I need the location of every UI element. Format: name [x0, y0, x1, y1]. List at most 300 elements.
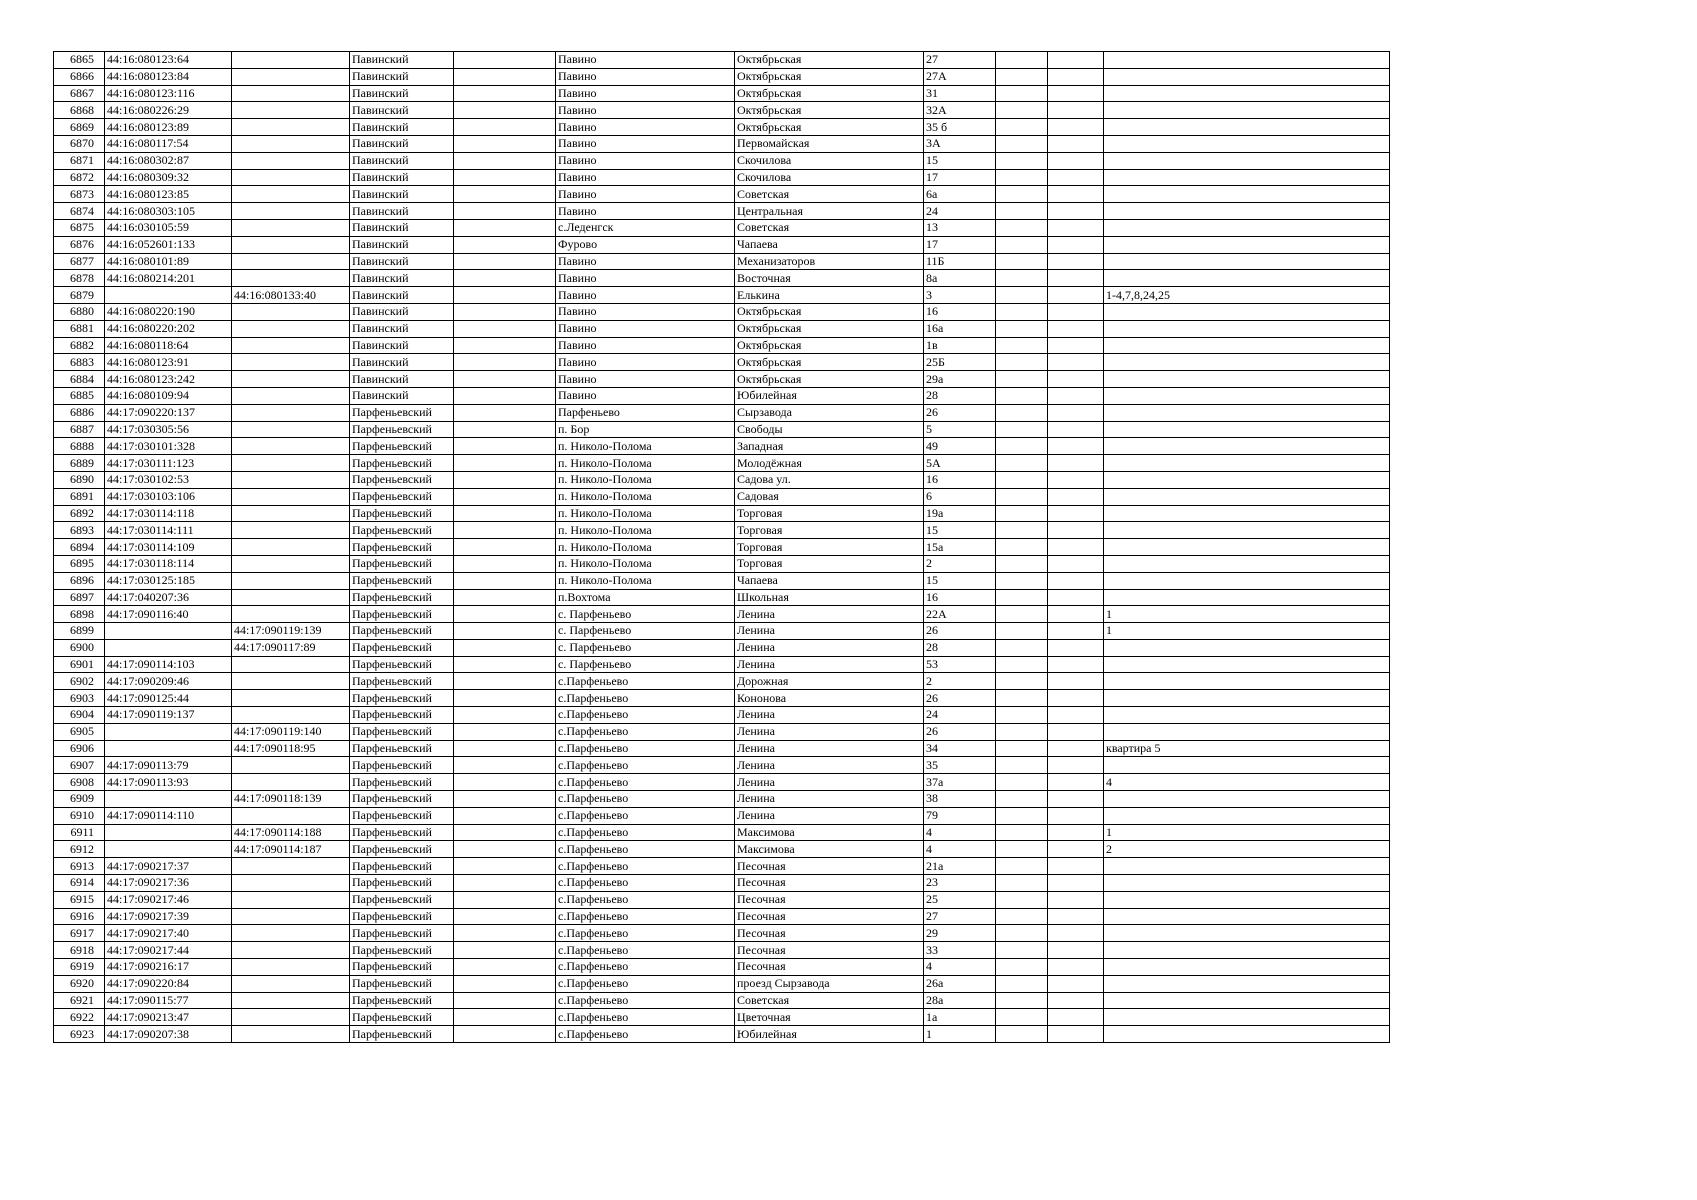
table-row — [54, 690, 1390, 707]
cell-note: 1 — [1104, 623, 1390, 640]
cell-num: 6905 — [54, 723, 105, 740]
cell-district: Парфеньевский — [350, 656, 454, 673]
cell-locality: Павино — [556, 52, 735, 69]
table-row — [54, 942, 1390, 959]
cell-locality: Павино — [556, 337, 735, 354]
cell-locality: п.Вохтома — [556, 589, 735, 606]
cell-district: Парфеньевский — [350, 858, 454, 875]
table-row — [54, 925, 1390, 942]
cell-blank1 — [454, 707, 556, 724]
table-row — [54, 1009, 1390, 1026]
cell-street: Торговая — [735, 522, 924, 539]
cell-street: Максимова — [735, 841, 924, 858]
cell-note — [1104, 572, 1390, 589]
cell-num: 6876 — [54, 236, 105, 253]
cell-note — [1104, 236, 1390, 253]
cell-blank2 — [996, 303, 1048, 320]
cell-note — [1104, 975, 1390, 992]
cell-cad1: 44:17:090116:40 — [105, 606, 232, 623]
cell-locality: п. Бор — [556, 421, 735, 438]
cell-blank2 — [996, 841, 1048, 858]
cell-cad1: 44:16:052601:133 — [105, 236, 232, 253]
cell-note — [1104, 555, 1390, 572]
cell-cad1: 44:16:080220:190 — [105, 303, 232, 320]
cell-blank1 — [454, 925, 556, 942]
cell-house: 31 — [924, 85, 996, 102]
cell-note — [1104, 455, 1390, 472]
cell-blank2 — [996, 404, 1048, 421]
cell-note — [1104, 875, 1390, 892]
cell-district: Парфеньевский — [350, 908, 454, 925]
cell-blank3 — [1048, 555, 1104, 572]
cell-house: 25Б — [924, 354, 996, 371]
cell-blank1 — [454, 606, 556, 623]
cell-blank3 — [1048, 1026, 1104, 1043]
cell-street: Песочная — [735, 858, 924, 875]
cell-note: 1 — [1104, 824, 1390, 841]
cell-blank1 — [454, 555, 556, 572]
cell-cad1: 44:16:080117:54 — [105, 135, 232, 152]
cell-street: Первомайская — [735, 135, 924, 152]
cell-district: Парфеньевский — [350, 841, 454, 858]
cell-blank2 — [996, 455, 1048, 472]
cell-house: 38 — [924, 791, 996, 808]
table-row — [54, 102, 1390, 119]
cell-blank2 — [996, 942, 1048, 959]
cell-blank2 — [996, 488, 1048, 505]
cell-cad1 — [105, 287, 232, 304]
cell-street: Чапаева — [735, 572, 924, 589]
cell-district: Павинский — [350, 387, 454, 404]
cell-cad2: 44:17:090119:139 — [232, 623, 350, 640]
cell-cad2: 44:17:090118:139 — [232, 791, 350, 808]
cell-house: 17 — [924, 169, 996, 186]
cell-blank3 — [1048, 85, 1104, 102]
cell-house: 33 — [924, 942, 996, 959]
cell-note — [1104, 320, 1390, 337]
cell-cad1: 44:17:030103:106 — [105, 488, 232, 505]
cell-district: Павинский — [350, 253, 454, 270]
cell-num: 6889 — [54, 455, 105, 472]
cell-blank1 — [454, 942, 556, 959]
cell-cad2 — [232, 169, 350, 186]
cell-house: 24 — [924, 203, 996, 220]
cell-cad2 — [232, 354, 350, 371]
cell-locality: с.Парфеньево — [556, 975, 735, 992]
cell-blank2 — [996, 68, 1048, 85]
cell-num: 6866 — [54, 68, 105, 85]
cell-house: 27 — [924, 52, 996, 69]
cell-street: Сырзавода — [735, 404, 924, 421]
cell-cad2 — [232, 707, 350, 724]
cell-blank1 — [454, 1009, 556, 1026]
cell-locality: Павино — [556, 253, 735, 270]
cell-street: Советская — [735, 186, 924, 203]
cell-blank2 — [996, 203, 1048, 220]
cell-blank1 — [454, 740, 556, 757]
cell-cad2 — [232, 539, 350, 556]
cell-blank2 — [996, 572, 1048, 589]
cell-cad1: 44:16:080123:116 — [105, 85, 232, 102]
cell-blank2 — [996, 337, 1048, 354]
cell-blank3 — [1048, 253, 1104, 270]
table-row — [54, 623, 1390, 640]
cell-blank1 — [454, 135, 556, 152]
cell-note — [1104, 270, 1390, 287]
table-row — [54, 303, 1390, 320]
cell-street: Ленина — [735, 723, 924, 740]
cell-note — [1104, 707, 1390, 724]
cell-district: Павинский — [350, 287, 454, 304]
cell-house: 4 — [924, 959, 996, 976]
table-row — [54, 270, 1390, 287]
cell-house: 26 — [924, 690, 996, 707]
cell-district: Парфеньевский — [350, 707, 454, 724]
cell-house: 17 — [924, 236, 996, 253]
table-row — [54, 589, 1390, 606]
cell-locality: Павино — [556, 85, 735, 102]
table-row — [54, 740, 1390, 757]
cell-cad2 — [232, 337, 350, 354]
cell-blank3 — [1048, 337, 1104, 354]
cell-blank1 — [454, 471, 556, 488]
cell-blank1 — [454, 203, 556, 220]
cell-num: 6894 — [54, 539, 105, 556]
cell-district: Парфеньевский — [350, 488, 454, 505]
cell-district: Парфеньевский — [350, 791, 454, 808]
table-row — [54, 891, 1390, 908]
cell-blank1 — [454, 975, 556, 992]
cell-blank3 — [1048, 387, 1104, 404]
table-row — [54, 387, 1390, 404]
cell-cad1: 44:16:080302:87 — [105, 152, 232, 169]
cell-cad1: 44:17:090207:38 — [105, 1026, 232, 1043]
cell-cad2 — [232, 320, 350, 337]
cell-cad2 — [232, 387, 350, 404]
cell-blank1 — [454, 992, 556, 1009]
cell-house: 26 — [924, 404, 996, 421]
cell-district: Парфеньевский — [350, 455, 454, 472]
cell-house: 15 — [924, 572, 996, 589]
cell-house: 8а — [924, 270, 996, 287]
cell-street: Садова ул. — [735, 471, 924, 488]
cell-cad2: 44:17:090118:95 — [232, 740, 350, 757]
cell-cad1 — [105, 623, 232, 640]
cell-blank1 — [454, 774, 556, 791]
cell-blank3 — [1048, 539, 1104, 556]
cell-blank2 — [996, 623, 1048, 640]
cell-note — [1104, 757, 1390, 774]
cell-street: Юбилейная — [735, 387, 924, 404]
cell-street: Торговая — [735, 505, 924, 522]
cell-cad2 — [232, 186, 350, 203]
cell-blank2 — [996, 287, 1048, 304]
cell-locality: с.Парфеньево — [556, 774, 735, 791]
cell-blank3 — [1048, 908, 1104, 925]
cell-cad2 — [232, 858, 350, 875]
cell-street: Западная — [735, 438, 924, 455]
cell-street: Торговая — [735, 555, 924, 572]
cell-num: 6897 — [54, 589, 105, 606]
cell-blank3 — [1048, 303, 1104, 320]
table-row — [54, 841, 1390, 858]
cell-house: 13 — [924, 219, 996, 236]
cell-blank3 — [1048, 757, 1104, 774]
cell-cad2 — [232, 572, 350, 589]
cell-cad2 — [232, 236, 350, 253]
cell-num: 6904 — [54, 707, 105, 724]
cell-district: Парфеньевский — [350, 572, 454, 589]
cell-note — [1104, 438, 1390, 455]
cell-cad1: 44:16:080309:32 — [105, 169, 232, 186]
cell-locality: Павино — [556, 102, 735, 119]
cell-blank3 — [1048, 119, 1104, 136]
cell-house: 2 — [924, 555, 996, 572]
cell-num: 6922 — [54, 1009, 105, 1026]
cell-blank1 — [454, 807, 556, 824]
cell-cad2 — [232, 656, 350, 673]
cell-blank3 — [1048, 236, 1104, 253]
cell-cad1: 44:16:080123:89 — [105, 119, 232, 136]
cell-street: Ленина — [735, 707, 924, 724]
cell-note — [1104, 942, 1390, 959]
cell-district: Парфеньевский — [350, 421, 454, 438]
cell-blank2 — [996, 471, 1048, 488]
table-row — [54, 438, 1390, 455]
cell-note — [1104, 186, 1390, 203]
cell-street: Октябрьская — [735, 303, 924, 320]
cell-district: Парфеньевский — [350, 942, 454, 959]
cell-blank3 — [1048, 505, 1104, 522]
cell-cad1: 44:17:030111:123 — [105, 455, 232, 472]
cell-house: 16 — [924, 303, 996, 320]
cell-locality: с.Парфеньево — [556, 757, 735, 774]
cell-locality: с.Парфеньево — [556, 908, 735, 925]
cell-district: Парфеньевский — [350, 589, 454, 606]
cell-blank3 — [1048, 841, 1104, 858]
cell-cad2 — [232, 925, 350, 942]
cell-street: Песочная — [735, 891, 924, 908]
cell-num: 6913 — [54, 858, 105, 875]
cell-locality: Павино — [556, 119, 735, 136]
cell-house: 23 — [924, 875, 996, 892]
cell-blank2 — [996, 152, 1048, 169]
cell-house: 26 — [924, 723, 996, 740]
table-row — [54, 656, 1390, 673]
cell-blank1 — [454, 169, 556, 186]
cell-blank2 — [996, 354, 1048, 371]
cell-num: 6899 — [54, 623, 105, 640]
cell-street: Молодёжная — [735, 455, 924, 472]
cell-house: 49 — [924, 438, 996, 455]
cell-blank2 — [996, 656, 1048, 673]
cell-house: 34 — [924, 740, 996, 757]
cell-street: Песочная — [735, 925, 924, 942]
cell-cad1: 44:16:080101:89 — [105, 253, 232, 270]
cell-blank2 — [996, 505, 1048, 522]
cell-house: 4 — [924, 841, 996, 858]
cell-district: Павинский — [350, 68, 454, 85]
cell-num: 6878 — [54, 270, 105, 287]
cell-cad2 — [232, 908, 350, 925]
cell-blank2 — [996, 253, 1048, 270]
cell-district: Павинский — [350, 303, 454, 320]
cell-district: Павинский — [350, 219, 454, 236]
cell-blank2 — [996, 438, 1048, 455]
cell-cad2 — [232, 404, 350, 421]
cell-cad2 — [232, 757, 350, 774]
cell-num: 6919 — [54, 959, 105, 976]
cell-house: 24 — [924, 707, 996, 724]
cell-blank1 — [454, 303, 556, 320]
cell-district: Парфеньевский — [350, 891, 454, 908]
cell-cad1: 44:17:030305:56 — [105, 421, 232, 438]
cell-note — [1104, 371, 1390, 388]
cell-num: 6921 — [54, 992, 105, 1009]
cell-district: Павинский — [350, 85, 454, 102]
cell-blank2 — [996, 589, 1048, 606]
cell-blank1 — [454, 421, 556, 438]
cell-street: Цветочная — [735, 1009, 924, 1026]
cell-blank2 — [996, 807, 1048, 824]
cell-district: Павинский — [350, 337, 454, 354]
cell-locality: с.Парфеньево — [556, 1009, 735, 1026]
cell-house: 6а — [924, 186, 996, 203]
cell-locality: с.Парфеньево — [556, 858, 735, 875]
cell-district: Парфеньевский — [350, 740, 454, 757]
cell-street: Песочная — [735, 959, 924, 976]
cell-cad1: 44:17:090114:110 — [105, 807, 232, 824]
cell-blank3 — [1048, 975, 1104, 992]
cell-cad1: 44:17:090220:137 — [105, 404, 232, 421]
cell-blank3 — [1048, 925, 1104, 942]
cell-blank3 — [1048, 404, 1104, 421]
cell-street: Ленина — [735, 740, 924, 757]
cell-cad2 — [232, 135, 350, 152]
cell-cad2 — [232, 975, 350, 992]
table-row — [54, 85, 1390, 102]
cell-num: 6907 — [54, 757, 105, 774]
cell-num: 6920 — [54, 975, 105, 992]
cell-note — [1104, 673, 1390, 690]
cell-blank3 — [1048, 875, 1104, 892]
cell-blank1 — [454, 387, 556, 404]
table-row — [54, 639, 1390, 656]
cell-district: Павинский — [350, 320, 454, 337]
cell-num: 6871 — [54, 152, 105, 169]
table-row — [54, 673, 1390, 690]
cell-cad1: 44:16:080220:202 — [105, 320, 232, 337]
cell-blank3 — [1048, 623, 1104, 640]
cell-cad1: 44:17:090209:46 — [105, 673, 232, 690]
cell-street: Советская — [735, 992, 924, 1009]
cell-street: Песочная — [735, 875, 924, 892]
cell-note — [1104, 354, 1390, 371]
cell-num: 6877 — [54, 253, 105, 270]
cell-num: 6918 — [54, 942, 105, 959]
cell-cad2 — [232, 85, 350, 102]
cell-blank2 — [996, 539, 1048, 556]
cell-blank3 — [1048, 152, 1104, 169]
cell-cad2 — [232, 942, 350, 959]
cell-num: 6888 — [54, 438, 105, 455]
cell-num: 6915 — [54, 891, 105, 908]
cell-num: 6887 — [54, 421, 105, 438]
cell-locality: с.Парфеньево — [556, 791, 735, 808]
cell-note — [1104, 656, 1390, 673]
cell-num: 6909 — [54, 791, 105, 808]
cell-note — [1104, 1026, 1390, 1043]
cell-district: Парфеньевский — [350, 1026, 454, 1043]
cell-street: Песочная — [735, 942, 924, 959]
cell-street: Юбилейная — [735, 1026, 924, 1043]
table-row — [54, 858, 1390, 875]
cell-locality: с. Парфеньево — [556, 623, 735, 640]
cell-house: 3 — [924, 287, 996, 304]
cell-house: 15 — [924, 152, 996, 169]
cell-blank3 — [1048, 371, 1104, 388]
table-row — [54, 68, 1390, 85]
cell-blank3 — [1048, 959, 1104, 976]
cell-cad1: 44:17:090220:84 — [105, 975, 232, 992]
cell-blank1 — [454, 841, 556, 858]
cell-cad1: 44:17:040207:36 — [105, 589, 232, 606]
cell-note — [1104, 421, 1390, 438]
cell-locality: с.Парфеньево — [556, 992, 735, 1009]
cell-cad2 — [232, 421, 350, 438]
table-row — [54, 135, 1390, 152]
cell-cad1: 44:17:090217:37 — [105, 858, 232, 875]
cell-blank2 — [996, 975, 1048, 992]
cell-blank3 — [1048, 572, 1104, 589]
cell-locality: Павино — [556, 371, 735, 388]
table-row — [54, 539, 1390, 556]
cell-district: Парфеньевский — [350, 522, 454, 539]
cell-blank3 — [1048, 723, 1104, 740]
cell-cad2 — [232, 152, 350, 169]
cell-house: 15а — [924, 539, 996, 556]
cell-num: 6900 — [54, 639, 105, 656]
cell-note — [1104, 1009, 1390, 1026]
cell-blank3 — [1048, 68, 1104, 85]
cell-num: 6892 — [54, 505, 105, 522]
cell-locality: с. Парфеньево — [556, 606, 735, 623]
cell-house: 22А — [924, 606, 996, 623]
cell-note — [1104, 119, 1390, 136]
cell-cad2: 44:17:090114:188 — [232, 824, 350, 841]
cell-blank1 — [454, 119, 556, 136]
cell-blank3 — [1048, 354, 1104, 371]
cell-house: 2 — [924, 673, 996, 690]
cell-note — [1104, 908, 1390, 925]
cell-locality: с.Парфеньево — [556, 891, 735, 908]
cell-blank1 — [454, 337, 556, 354]
cell-blank3 — [1048, 438, 1104, 455]
cell-cad2 — [232, 102, 350, 119]
cell-blank1 — [454, 371, 556, 388]
cell-cad1: 44:17:030118:114 — [105, 555, 232, 572]
cell-district: Павинский — [350, 135, 454, 152]
cell-blank2 — [996, 707, 1048, 724]
cell-house: 27А — [924, 68, 996, 85]
cell-blank2 — [996, 219, 1048, 236]
cell-num: 6891 — [54, 488, 105, 505]
cell-street: Елькина — [735, 287, 924, 304]
cell-locality: с.Парфеньево — [556, 959, 735, 976]
cell-locality: Павино — [556, 387, 735, 404]
cell-cad1: 44:17:090217:39 — [105, 908, 232, 925]
cell-house: 16а — [924, 320, 996, 337]
